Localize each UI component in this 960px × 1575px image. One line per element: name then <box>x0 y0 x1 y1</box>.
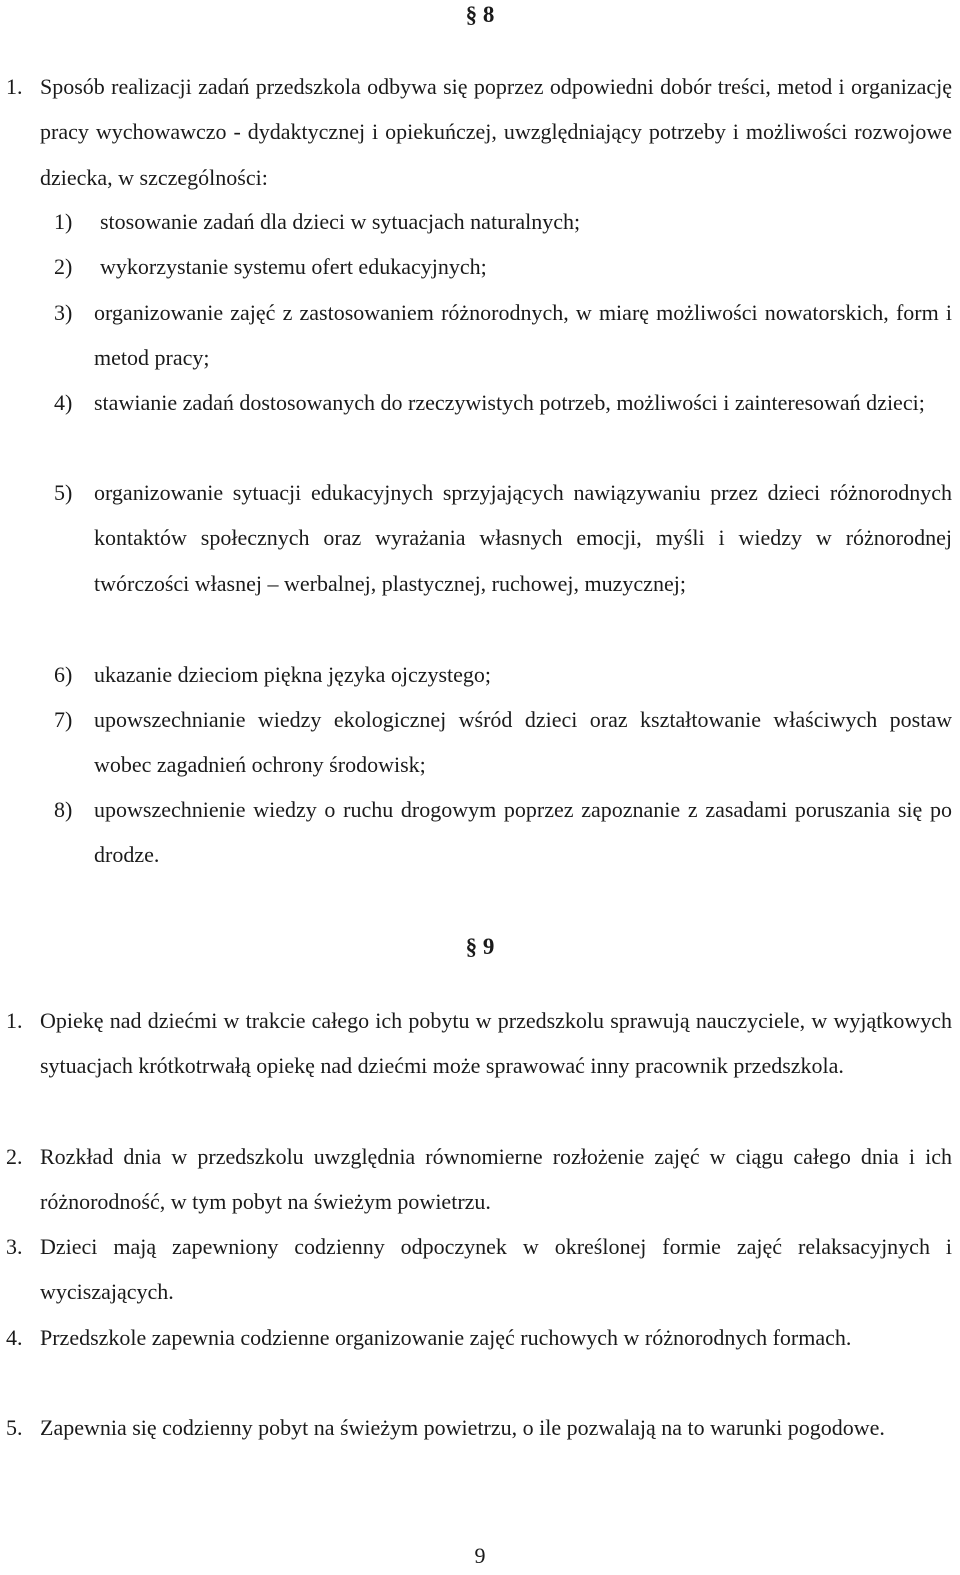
list-item-6 <box>0 652 952 697</box>
list-item-8 <box>0 787 952 878</box>
paragraph-text: Przedszkole zapewnia codzienne organizowanie zajęć ruchowych w różnorodnych formach. <box>40 1325 852 1350</box>
paragraph-number: 5. <box>6 1415 23 1440</box>
section-8-paragraph-1 <box>0 64 952 200</box>
paragraph-text: Opiekę nad dziećmi w trakcie całego ich pobytu w przedszkolu sprawują nauczyciele, w wyjątkowych sytuacjach krótkotrwałą opiekę nad dziećmi może sprawować inny pracownik przedszkola. <box>40 1008 952 1079</box>
list-item-2 <box>0 244 952 289</box>
list-item-text: organizowanie sytuacji edukacyjnych sprzyjających nawiązywaniu przez dzieci różnorodnych kontaktów społecznych oraz wyrażania własnych emocji, myśli i wiedzy w różnorodnej twórczości własnej – werbalnej, plastycznej, ruchowej, muzycznej; <box>94 480 952 596</box>
section-9-paragraph-4 <box>0 1315 952 1360</box>
list-item-text: upowszechnienie wiedzy o ruchu drogowym poprzez zapoznanie z zasadami poruszania się po drodze. <box>94 797 952 868</box>
list-item-text: stosowanie zadań dla dzieci w sytuacjach naturalnych; <box>100 209 581 234</box>
paragraph-text: Zapewnia się codzienny pobyt na świeżym powietrzu, o ile pozwalają na to warunki pogodowe. <box>40 1415 885 1440</box>
list-item-4 <box>0 380 952 425</box>
list-item-number: 1) <box>54 209 73 234</box>
list-item-text: stawianie zadań dostosowanych do rzeczywistych potrzeb, możliwości i zainteresowań dzieci; <box>94 390 925 415</box>
list-item-text: ukazanie dzieciom piękna języka ojczystego; <box>94 662 492 687</box>
list-item-text: upowszechnianie wiedzy ekologicznej wśród dzieci oraz kształtowanie właściwych postaw wobec zagadnień ochrony środowisk; <box>94 707 952 778</box>
paragraph-number: 4. <box>6 1325 23 1350</box>
section-9-heading: § 9 <box>465 934 495 959</box>
paragraph-text: Rozkład dnia w przedszkolu uwzględnia równomierne rozłożenie zajęć w ciągu całego dnia i ich różnorodność, w tym pobyt na świeżym powietrzu. <box>40 1144 952 1215</box>
page-number: 9 <box>474 1543 486 1568</box>
paragraph-number: 1. <box>6 74 23 99</box>
section-9-paragraph-1 <box>0 998 952 1089</box>
section-8-heading: § 8 <box>465 2 495 27</box>
list-item-1 <box>0 199 952 244</box>
paragraph-number: 2. <box>6 1144 23 1169</box>
list-item-3 <box>0 290 952 381</box>
list-item-7 <box>0 697 952 788</box>
list-item-number: 2) <box>54 254 73 279</box>
list-item-number: 6) <box>54 662 73 687</box>
section-9-paragraph-2 <box>0 1134 952 1225</box>
list-item-number: 4) <box>54 390 73 415</box>
paragraph-number: 1. <box>6 1008 23 1033</box>
paragraph-text: Dzieci mają zapewniony codzienny odpoczynek w określonej formie zajęć relaksacyjnych i wyciszających. <box>40 1234 952 1305</box>
list-item-number: 8) <box>54 797 73 822</box>
list-item-text: organizowanie zajęć z zastosowaniem różnorodnych, w miarę możliwości nowatorskich, form i metod pracy; <box>94 300 952 371</box>
list-item-number: 3) <box>54 300 73 325</box>
list-item-text: wykorzystanie systemu ofert edukacyjnych; <box>100 254 487 279</box>
paragraph-text: Sposób realizacji zadań przedszkola odbywa się poprzez odpowiedni dobór treści, metod i organizację pracy wychowawczo - dydaktycznej i opiekuńczej, uwzględniający potrzeby i możliwości rozwojowe dziecka, w szczególności: <box>40 74 952 190</box>
section-9-paragraph-3 <box>0 1224 952 1315</box>
list-item-number: 5) <box>54 480 73 505</box>
list-item-5 <box>0 470 952 606</box>
list-item-number: 7) <box>54 707 73 732</box>
paragraph-number: 3. <box>6 1234 23 1259</box>
section-9-paragraph-5 <box>0 1405 952 1450</box>
